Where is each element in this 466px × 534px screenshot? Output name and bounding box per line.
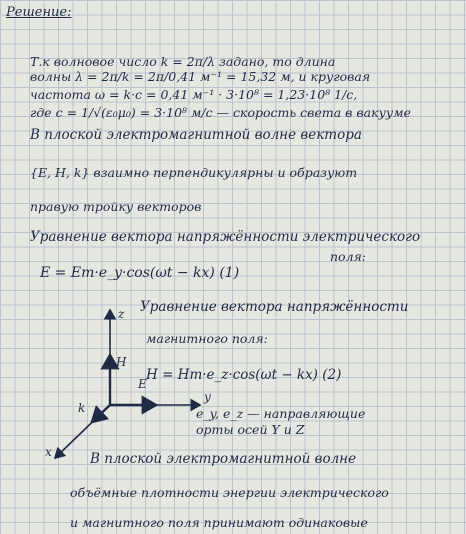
equation-e-field: E = Em·e_y·cos(ωt − kx) (1) [40,265,240,281]
axis-x-label: x [45,445,52,459]
text-line-16: В плоской электромагнитной волне [90,451,357,467]
equation-h-field: H = Hm·e_z·cos(ωt − kx) (2) [146,367,342,383]
text-line-2: волны λ = 2π/k = 2π/0,41 м⁻¹ = 15,32 м, и круговая [30,69,371,84]
axis-y-label: y [204,390,211,404]
text-line-1: Т.к волновое число k = 2π/λ задано, то длина [30,54,336,69]
vector-e-label: E [138,377,147,391]
vector-k-line [92,405,110,422]
text-line-9: поля: [330,249,367,264]
text-line-8: Уравнение вектора напряжённости электрического [30,229,421,245]
vector-k-label: k [78,401,86,415]
axis-z-label: z [118,307,125,321]
coordinate-diagram [40,300,230,470]
text-line-4: где c = 1/√(ε₀μ₀) = 3·10⁸ м/с — скорость света в вакууме [30,105,411,120]
text-line-5: В плоской электромагнитной волне вектора [30,127,362,143]
text-line-3: частота ω = k·c = 0,41 м⁻¹ · 3·10⁸ = 1,23·10⁸ 1/с, [30,87,358,102]
text-line-6: {E, H, k} взаимно перпендикулярны и образуют [30,165,358,180]
text-line-7: правую тройку векторов [30,199,202,214]
text-line-14: e_y, e_z — направляющие [196,406,366,421]
text-line-12: магнитного поля: [146,331,268,346]
text-line-11: Уравнение вектора напряжённости [140,299,409,315]
solution-title: Решение: [6,5,72,20]
text-line-15: орты осей Y и Z [196,422,305,437]
vector-h-label: H [116,355,127,369]
text-line-18: и магнитного поля принимают одинаковые [70,515,368,530]
text-line-17: объёмные плотности энергии электрического [70,485,389,500]
